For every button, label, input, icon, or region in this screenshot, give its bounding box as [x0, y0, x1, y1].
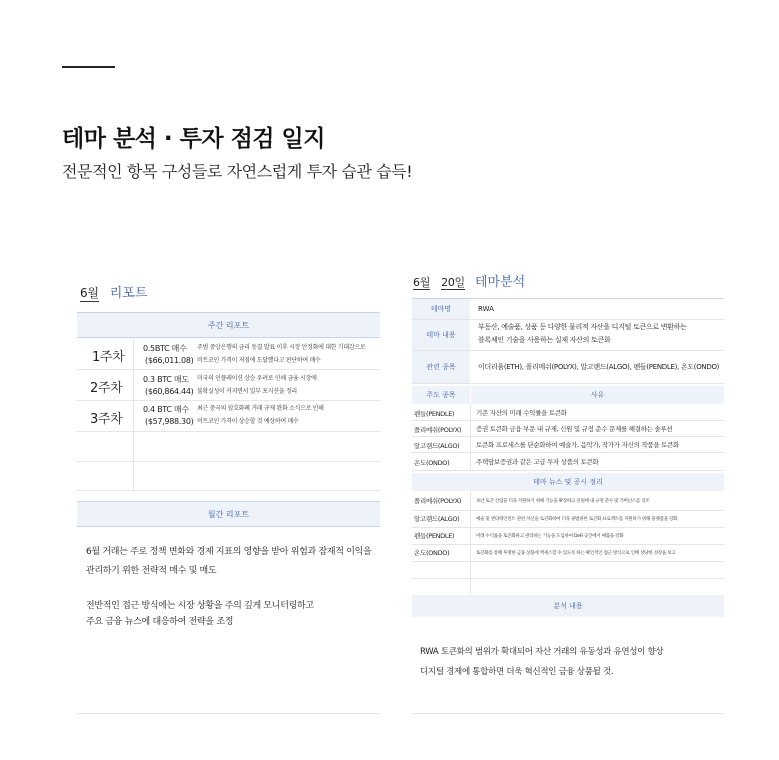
row-divider — [77, 490, 380, 491]
week-2-action: 0.3 BTC 매도 — [143, 375, 189, 384]
row-divider — [77, 431, 380, 432]
theme-name-label: 테마명 — [412, 299, 470, 319]
row-divider — [412, 452, 724, 453]
row-divider — [77, 461, 380, 462]
analysis-heading — [413, 271, 525, 290]
week-2-price: ($60,864.44) — [145, 387, 194, 396]
monthly-line: 주요 금융 뉴스에 대응하여 전략을 조정 — [86, 617, 234, 627]
leading-stock-reason: 토큰화 프로세스를 단순화하여 예술가, 음악가, 작가가 자신의 작품을 토큰화 — [476, 441, 680, 449]
related-stocks-value: 이더리움(ETH), 폴리메쉬(POLYX), 알고랜드(ALGO), 펜들(PENDLE), 온도(ONDO) — [478, 363, 720, 371]
row-divider — [412, 510, 724, 511]
monthly-line: 6월 거래는 주로 정책 변화와 경제 지표의 영향을 받아 위험과 잠재적 이익을 — [86, 547, 372, 557]
weekly-report-header: 주간 리포트 — [77, 312, 380, 338]
monthly-line: 관리하기 위한 전략적 매수 및 매도 — [86, 566, 217, 576]
leading-stock-name: 펜들(PENDLE) — [414, 410, 455, 418]
row-divider — [412, 470, 724, 471]
row-divider — [412, 436, 724, 437]
leading-stock-name: 온도(ONDO) — [414, 459, 450, 467]
row-divider — [412, 578, 724, 579]
week-3-action: 0.4 BTC 매수 — [143, 405, 189, 414]
analysis-title: 테마분석 — [474, 275, 526, 290]
leading-stock-name: 알고랜드(ALGO) — [414, 442, 460, 450]
reason-col-header: 사유 — [471, 386, 724, 404]
theme-content-label: 테마 내용 — [412, 320, 470, 350]
week-1-price: ($66,011.08) — [145, 356, 194, 365]
page-bottom-line — [77, 713, 380, 714]
leading-stock-reason: 기존 자산의 미래 수익률을 토큰화 — [476, 409, 567, 417]
related-stocks-label: 관련 종목 — [412, 351, 470, 383]
col-divider — [470, 491, 471, 594]
report-title: 리포트 — [109, 286, 148, 301]
week-1-action: 0.5BTC 매수 — [143, 344, 187, 353]
theme-name-value: RWA — [478, 305, 494, 313]
news-text: 예술 및 엔터테인먼트 관련 자산을 토큰화하여 더욱 광범위한 토큰화 프로젝트를 지원하기 위해 플랫폼을 강화 — [476, 517, 678, 522]
col-divider — [470, 404, 471, 470]
page-subtitle: 전문적인 항목 구성들로 자연스럽게 투자 습관 습득! — [62, 162, 413, 181]
news-stock-name: 펜들(PENDLE) — [414, 532, 455, 540]
leading-stock-col-header: 주도 종목 — [412, 386, 470, 404]
week-2-note: 불확실성이 커지면서 일부 포지션을 정리 — [197, 388, 297, 395]
page-bottom-line — [412, 713, 724, 714]
row-divider — [77, 400, 380, 401]
week-3-note: 최근 중국의 암호화폐 거래 규제 완화 소식으로 인해 — [197, 405, 324, 412]
week-3-label: 3주차 — [90, 412, 123, 427]
week-3-price: ($57,988.30) — [145, 417, 194, 426]
theme-content-line: 부동산, 예술품, 상품 등 다양한 물리적 자산을 디지털 토큰으로 변환하는 — [478, 323, 687, 331]
leading-stock-name: 폴리메쉬(POLYX) — [414, 426, 462, 434]
news-stock-name: 온도(ONDO) — [414, 549, 450, 557]
news-text: 토큰화를 통해 투명한 금융 상품에 액세스할 수 있도록 하는 확인적인 접근 방식으로 인해 상당한 성장을 보고 — [476, 551, 676, 556]
page-title: 테마 분석 · 투자 점검 일지 — [62, 126, 325, 152]
leading-stock-reason: 증권 토큰화 금융 부문 내 규제, 신원 및 규정 준수 문제를 해결하는 솔루션 — [476, 425, 673, 433]
theme-content-line: 블록체인 기술을 사용하는 실제 자산의 토큰화 — [478, 336, 611, 344]
week-col-divider — [133, 338, 134, 490]
news-header: 테마 뉴스 및 공시 정리 — [412, 473, 724, 491]
week-1-note: 비트코인 가격이 저점에 도달했다고 판단하여 매수 — [197, 357, 321, 364]
row-divider — [412, 561, 724, 562]
analysis-line: 디지털 경제에 통합하면 더욱 혁신적인 금융 상품될 것. — [420, 667, 614, 677]
analysis-line: RWA 토큰화의 범위가 확대되어 자산 거래의 유동성과 유연성이 향상 — [420, 647, 664, 657]
news-stock-name: 폴리메쉬(POLYX) — [414, 497, 462, 505]
news-text: 보안 토큰 산업을 더욱 지원하기 위해 기능을 확장하고 신원에 내 규정 준수 및 거버넌스를 강조 — [476, 499, 650, 504]
row-divider — [412, 527, 724, 528]
week-1-note: 주범 중앙은행의 금리 동결 발표 이후 시장 안정화에 대한 기대감으로 — [197, 344, 366, 351]
week-2-note: 미국의 인플레이션 상승 우려로 인해 금융 시장에 — [197, 375, 317, 382]
monthly-line: 전반적인 접근 방식에는 시장 상황을 주의 깊게 모니터링하고 — [86, 601, 314, 611]
analysis-day: 20일 — [441, 276, 465, 289]
week-3-note: 비트코인 가격이 상승할 것 예상하여 매수 — [197, 418, 299, 425]
top-rule — [62, 66, 115, 68]
news-stock-name: 알고랜드(ALGO) — [414, 515, 460, 523]
row-divider — [412, 544, 724, 545]
report-heading — [80, 282, 147, 301]
week-1-label: 1주차 — [92, 350, 125, 365]
row-divider — [412, 383, 724, 384]
row-divider — [77, 369, 380, 370]
week-2-label: 2주차 — [90, 381, 123, 396]
analysis-month: 6월 — [413, 276, 431, 289]
analysis-content-header: 분석 내용 — [412, 595, 724, 617]
monthly-report-header: 월간 리포트 — [77, 501, 380, 527]
news-text: 미래 수익률을 토큰화하고 관리하는 기능을 도입하여 DeFi 공간에서 매출을 강화 — [476, 534, 624, 539]
report-month: 6월 — [80, 286, 99, 300]
leading-stock-reason: 주택담보증권과 같은 고급 투자 상품의 토큰화 — [476, 458, 599, 466]
row-divider — [412, 420, 724, 421]
